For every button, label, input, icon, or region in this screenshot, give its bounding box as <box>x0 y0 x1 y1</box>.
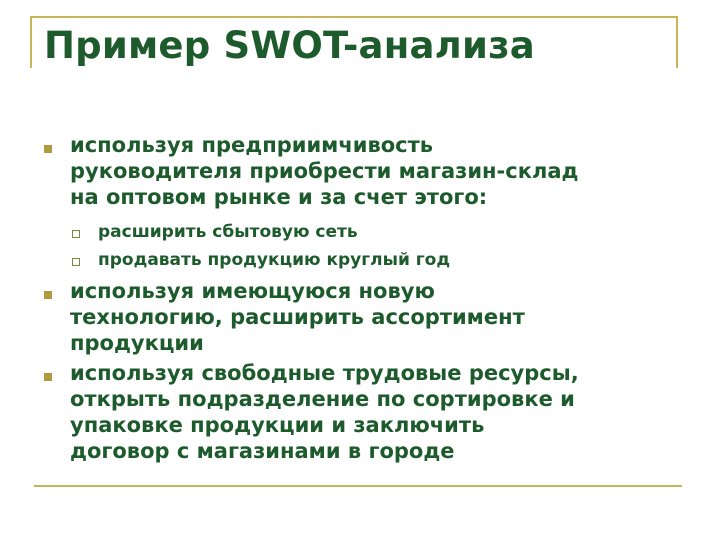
bullet-square-icon <box>44 373 52 381</box>
frame-left-rule <box>30 16 32 68</box>
sub-bullet-hollow-square-icon <box>72 230 80 238</box>
sub-bullet-hollow-square-icon <box>72 258 80 266</box>
frame-right-rule <box>676 16 678 68</box>
bullet-2-line-3: продукции <box>70 331 204 355</box>
bullet-1-line-3: на оптовом рынке и за счет этого: <box>70 185 488 209</box>
sub-item-2: продавать продукцию круглый год <box>98 250 451 270</box>
bullet-1 <box>70 132 690 210</box>
bullet-1-line-1: используя предприимчивость <box>70 133 434 157</box>
frame-top-rule <box>30 16 678 18</box>
bullet-3-line-4: договор с магазинами в городе <box>70 439 455 463</box>
bullet-2-line-2: технологию, расширить ассортимент <box>70 305 525 329</box>
slide-title: Пример SWOT-анализа <box>44 24 535 67</box>
bullet-square-icon <box>44 291 52 299</box>
bullet-2-line-1: используя имеющуюся новую <box>70 279 435 303</box>
sub-item-1: расширить сбытовую сеть <box>98 222 358 242</box>
bullet-1-line-2: руководителя приобрести магазин-склад <box>70 159 579 183</box>
frame-bottom-rule <box>34 485 682 487</box>
bullet-2 <box>70 278 690 356</box>
bullet-3 <box>70 360 690 464</box>
bullet-square-icon <box>44 145 52 153</box>
bullet-3-line-1: используя свободные трудовые ресурсы, <box>70 361 579 385</box>
bullet-3-line-2: открыть подразделение по сортировке и <box>70 387 575 411</box>
bullet-3-line-3: упаковке продукции и заключить <box>70 413 485 437</box>
